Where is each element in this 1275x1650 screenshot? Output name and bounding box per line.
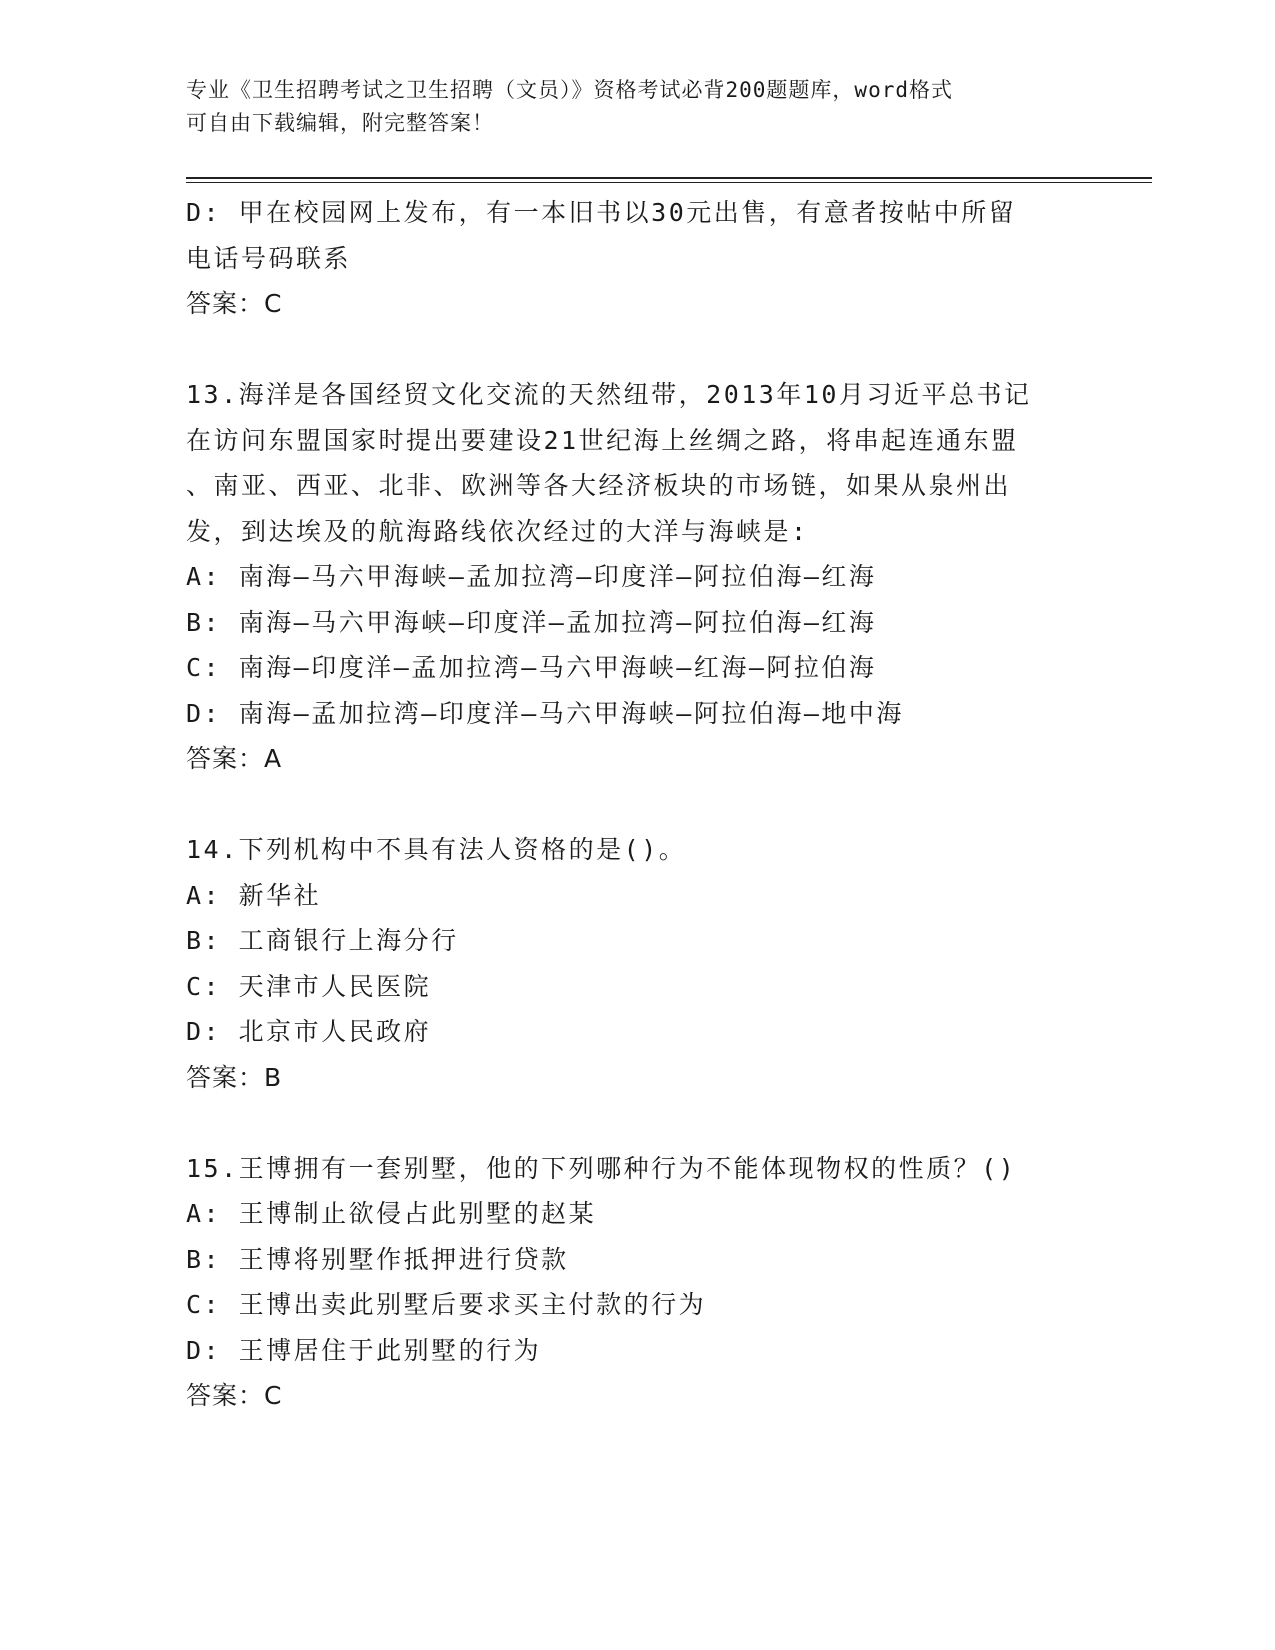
question-stem: 13.海洋是各国经贸文化交流的天然纽带，2013年10月习近平总书记 [186,380,1032,409]
question-stem-continued: 发，到达埃及的航海路线依次经过的大洋与海峡是: [186,516,809,546]
document-header [186,74,1066,140]
header-rule-thick [186,177,1152,179]
option-c: C: 王博出卖此别墅后要求买主付款的行为 [186,1290,707,1319]
spacer [186,782,1086,828]
option-a: A: 王博制止欲侵占此别墅的赵某 [186,1199,597,1228]
header-rule-thin [186,182,1152,183]
spacer [186,1100,1086,1146]
option-c: C: 天津市人民医院 [186,971,432,1001]
option-b: B: 王博将别墅作抵押进行贷款 [186,1244,569,1274]
option-b: B: 工商银行上海分行 [186,926,459,955]
header-line-2: 可自由下载编辑，附完整答案！ [186,111,494,135]
option-c: C: 南海—印度洋—孟加拉湾—马六甲海峡—红海—阿拉伯海 [186,653,877,682]
option-b: B: 南海—马六甲海峡—印度洋—孟加拉湾—阿拉伯海—红海 [186,607,877,637]
option-d: D: 甲在校园网上发布，有一本旧书以30元出售，有意者按帖中所留 [186,198,1017,227]
answer-line: 答案：C [186,1381,283,1410]
spacer [186,327,1086,373]
answer-line: 答案：B [186,1062,283,1092]
question-stem: 15.王博拥有一套别墅，他的下列哪种行为不能体现物权的性质？() [186,1153,1017,1183]
question-stem: 14.下列机构中不具有法人资格的是()。 [186,835,687,864]
answer-line: 答案：A [186,744,283,773]
option-d: D: 南海—孟加拉湾—印度洋—马六甲海峡—阿拉伯海—地中海 [186,698,904,728]
option-d: D: 王博居住于此别墅的行为 [186,1335,542,1365]
question-13 [186,372,1086,782]
option-a: A: 南海—马六甲海峡—孟加拉湾—印度洋—阿拉伯海—红海 [186,562,877,591]
option-d-continued: 电话号码联系 [186,243,352,273]
question-stem-continued: 、南亚、西亚、北非、欧洲等各大经济板块的市场链，如果从泉州出 [186,471,1012,500]
question-14 [186,827,1086,1100]
answer-line: 答案：C [186,289,283,318]
question-12-continued [186,190,1086,327]
option-a: A: 新华社 [186,880,322,910]
header-line-1: 专业《卫生招聘考试之卫生招聘（文员）》资格考试必背200题题库，word格式 [186,78,953,102]
question-stem-continued: 在访问东盟国家时提出要建设21世纪海上丝绸之路，将串起连通东盟 [186,425,1019,455]
option-d: D: 北京市人民政府 [186,1017,432,1046]
question-15 [186,1146,1086,1419]
document-body [186,190,1086,1419]
